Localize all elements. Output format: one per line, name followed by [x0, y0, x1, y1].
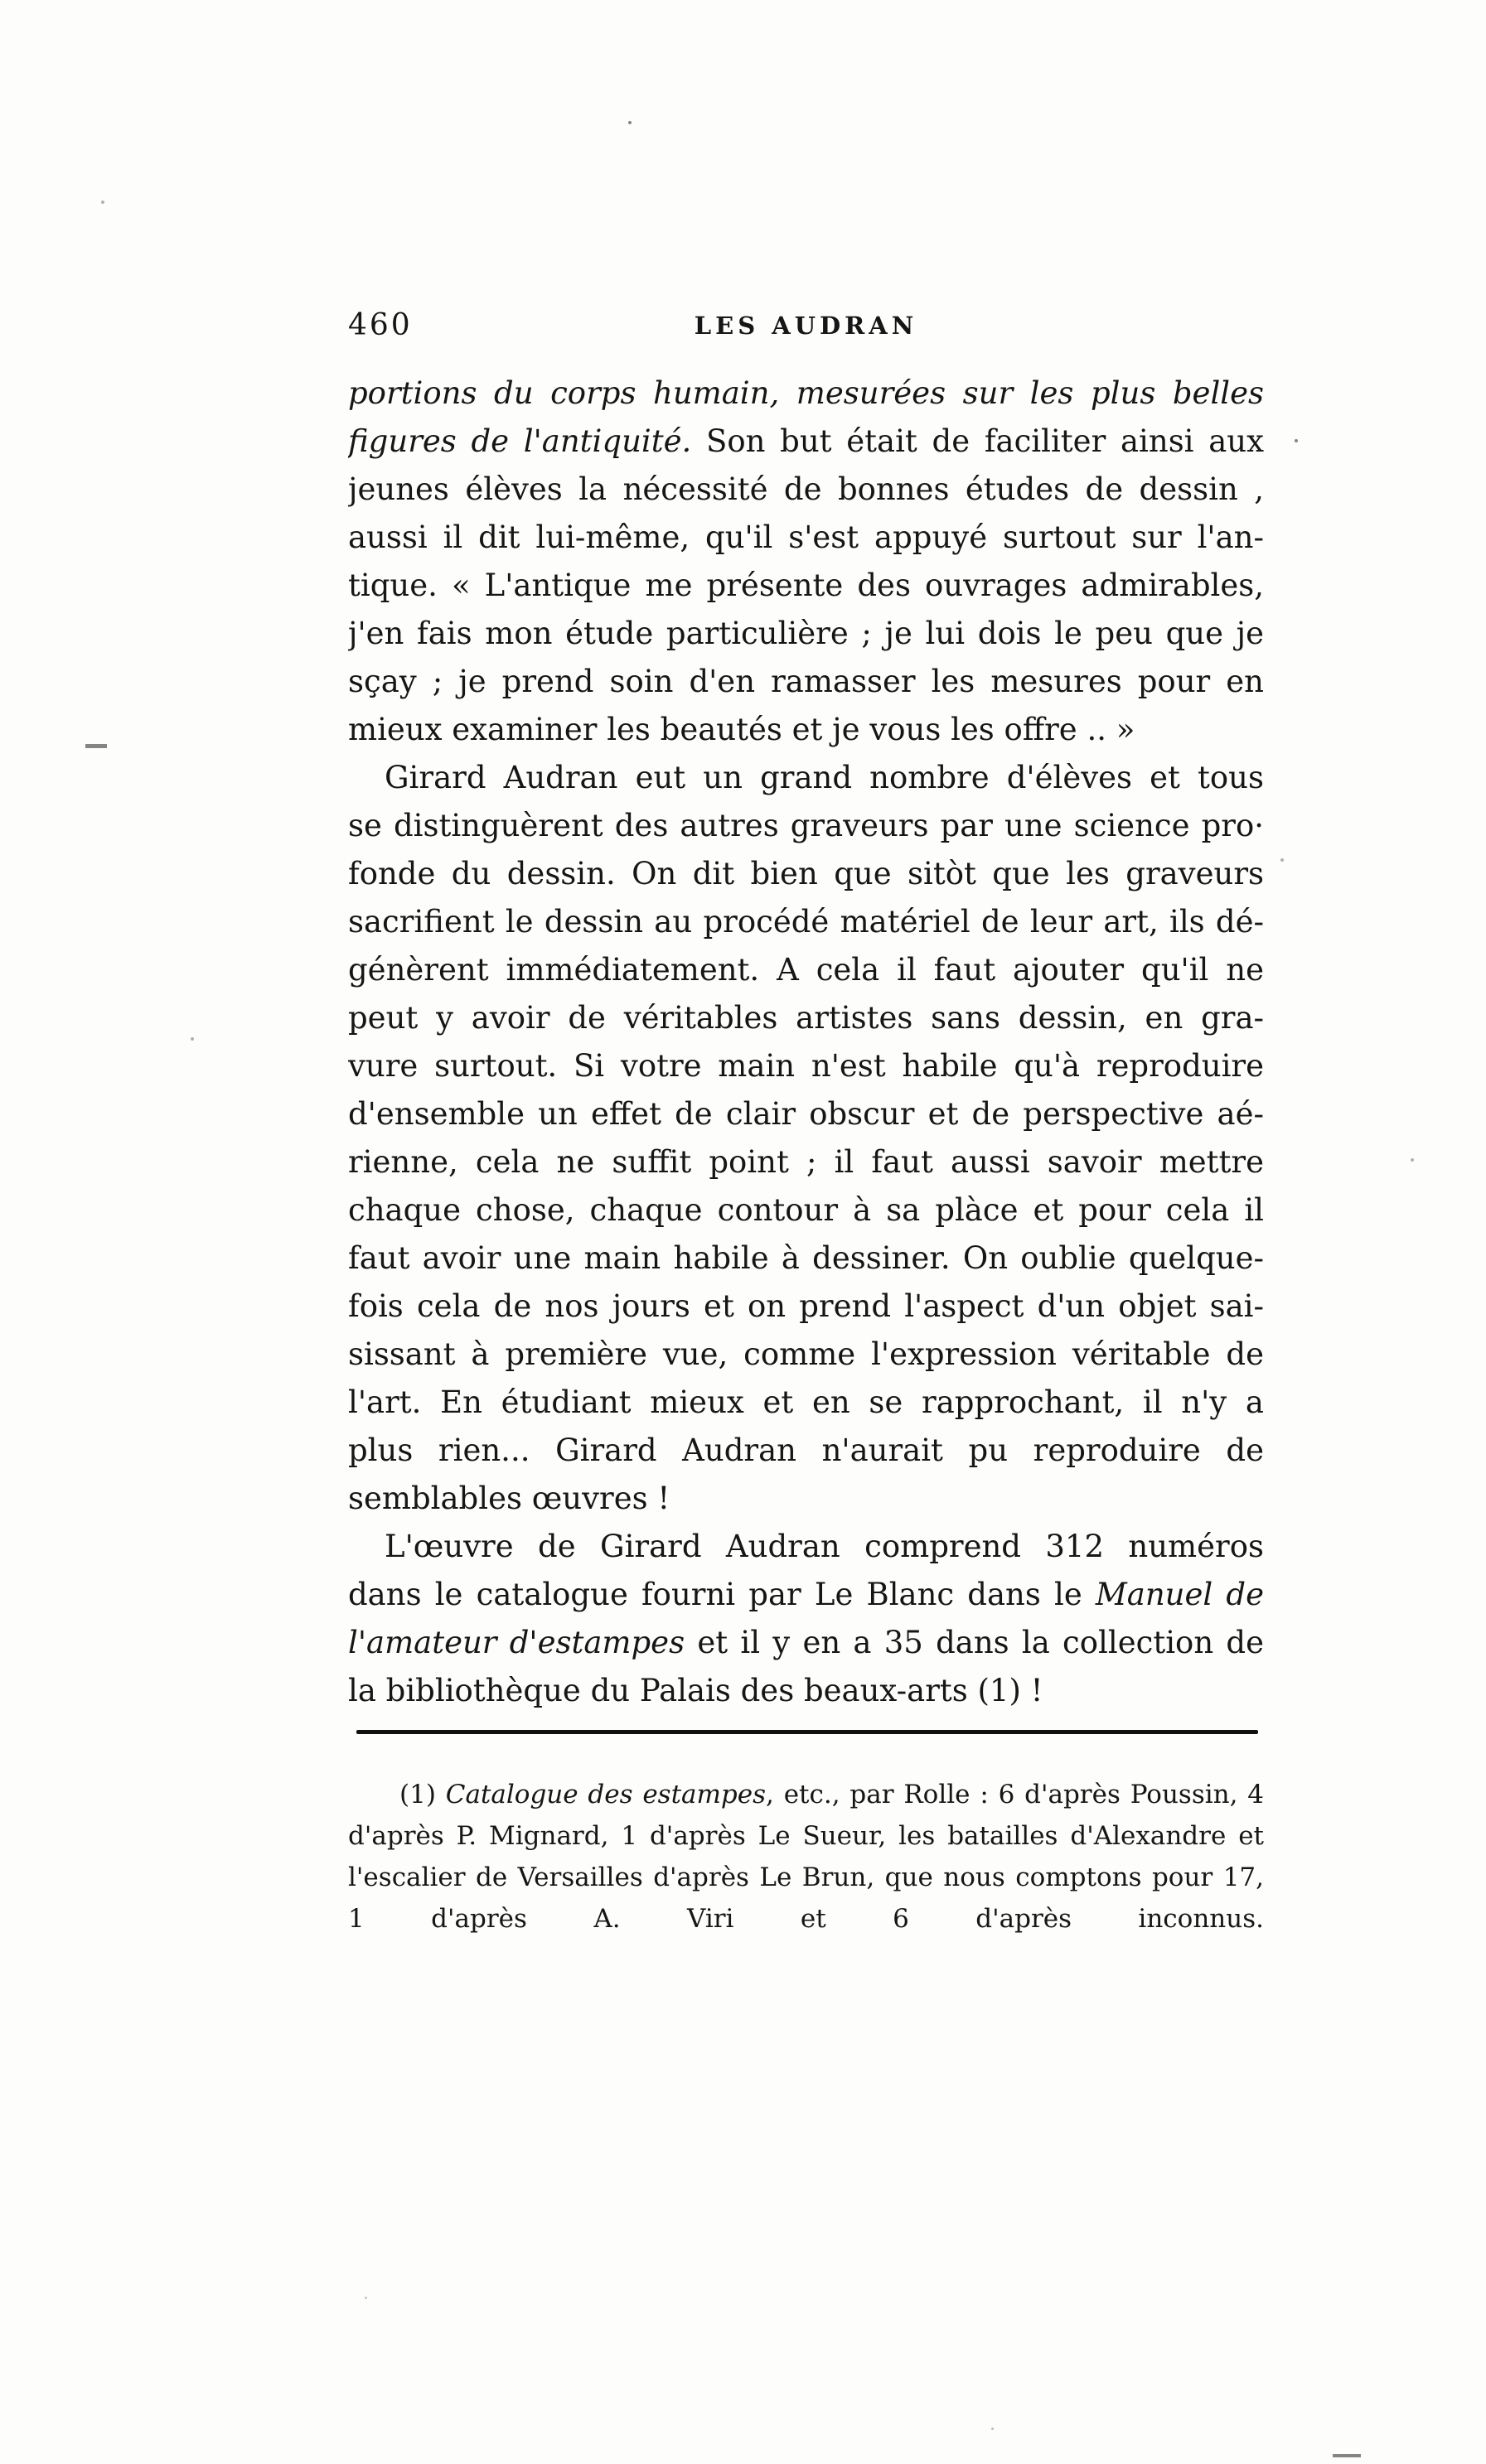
text-segment: tique. « L'antique me présente des ouvrages admirables,: [348, 568, 1264, 603]
body-line: [348, 1234, 1264, 1283]
footnote-line: [348, 1774, 1264, 1815]
page-header: [348, 308, 1264, 345]
text-segment: fonde du dessin. On dit bien que sitòt que les graveurs: [348, 856, 1264, 891]
footnote-divider: [356, 1730, 1258, 1734]
text-segment: semblables œuvres !: [348, 1481, 670, 1516]
body-line: [348, 658, 1264, 706]
text-segment: vure surtout. Si votre main n'est habile qu'à reproduire: [348, 1048, 1264, 1084]
body-line: [348, 802, 1264, 850]
italic-segment: Manuel de: [1095, 1577, 1264, 1612]
body-line: [348, 898, 1264, 946]
body-line: [348, 1186, 1264, 1234]
text-block: [348, 308, 1264, 1940]
body-line: [348, 418, 1264, 466]
text-segment: aussi il dit lui-même, qu'il s'est appuyé surtout sur l'an-: [348, 519, 1264, 555]
text-segment: la bibliothèque du Palais des beaux-arts (1) !: [348, 1673, 1043, 1708]
body-line: [348, 370, 1264, 418]
page-number: 460: [348, 308, 413, 342]
footnote-line: [348, 1815, 1264, 1857]
body-line: [348, 1667, 1264, 1715]
body-line: [348, 1090, 1264, 1138]
text-segment: se distinguèrent des autres graveurs par une science pro·: [348, 808, 1264, 843]
body-line: [348, 1138, 1264, 1186]
text-segment: peut y avoir de véritables artistes sans dessin, en gra-: [348, 1000, 1264, 1036]
italic-segment: Catalogue des estampes: [445, 1780, 767, 1809]
scan-speck: [628, 121, 632, 124]
text-segment: rienne, cela ne suffit point ; il faut aussi savoir mettre: [348, 1144, 1264, 1180]
body-line: [348, 1283, 1264, 1331]
scan-speck: [101, 201, 104, 204]
text-segment: plus rien... Girard Audran n'aurait pu reproduire de: [348, 1433, 1264, 1468]
body-line: [348, 850, 1264, 898]
scan-speck: [1280, 858, 1284, 862]
body-line: [348, 1619, 1264, 1667]
footnote-text: [348, 1774, 1264, 1940]
body-line: [348, 562, 1264, 610]
scan-speck: [191, 1037, 194, 1041]
text-segment: chaque chose, chaque contour à sa plàce et pour cela il: [348, 1192, 1264, 1228]
text-segment: mieux examiner les beautés et je vous les offre .. »: [348, 712, 1135, 747]
running-title: LES AUDRAN: [694, 312, 918, 340]
text-segment: l'escalier de Versailles d'après Le Brun, que nous comptons pour 17,: [348, 1862, 1264, 1892]
text-segment: dans le catalogue fourni par Le Blanc dans le: [348, 1577, 1096, 1612]
scan-speck: [1333, 2454, 1361, 2457]
body-line: [348, 1571, 1264, 1619]
text-segment: d'après P. Mignard, 1 d'après Le Sueur, les batailles d'Alexandre et: [348, 1821, 1264, 1851]
body-line: [348, 946, 1264, 994]
text-segment: j'en fais mon étude particulière ; je lui dois le peu que je: [348, 616, 1264, 651]
body-line: [348, 514, 1264, 562]
italic-segment: l'amateur d'estampes: [348, 1625, 685, 1660]
scan-speck: [1295, 439, 1298, 442]
text-segment: sacrifient le dessin au procédé matériel de leur art, ils dé-: [348, 904, 1264, 940]
scan-speck: [85, 744, 107, 748]
text-segment: et il y en a 35 dans la collection de: [685, 1625, 1264, 1660]
text-segment: d'ensemble un effet de clair obscur et de perspective aé-: [348, 1096, 1264, 1132]
body-text: [348, 370, 1264, 1715]
text-segment: génèrent immédiatement. A cela il faut ajouter qu'il ne: [348, 952, 1264, 988]
text-segment: jeunes élèves la nécessité de bonnes études de dessin ,: [348, 471, 1264, 507]
body-line: [348, 1475, 1264, 1523]
body-line: [348, 754, 1264, 802]
scan-speck: [1411, 1158, 1414, 1162]
body-line: [348, 1427, 1264, 1475]
body-line: [348, 994, 1264, 1042]
italic-segment: portions du corps humain, mesurées sur les plus belles: [348, 375, 1264, 411]
scan-speck: [365, 2297, 367, 2299]
body-line: [348, 1331, 1264, 1379]
footnote-line: [348, 1857, 1264, 1898]
text-segment: l'art. En étudiant mieux et en se rapprochant, il n'y a: [348, 1384, 1264, 1420]
text-segment: , etc., par Rolle : 6 d'après Poussin, 4: [766, 1780, 1264, 1809]
text-segment: L'œuvre de Girard Audran comprend 312 numéros: [385, 1529, 1264, 1564]
body-line: [348, 1042, 1264, 1090]
text-segment: 1 d'après A. Viri et 6 d'après inconnus.: [348, 1904, 1264, 1934]
scan-speck: [991, 2428, 994, 2430]
body-line: [348, 1379, 1264, 1427]
text-segment: Son but était de faciliter ainsi aux: [691, 423, 1264, 459]
text-segment: fois cela de nos jours et on prend l'aspect d'un objet sai-: [348, 1288, 1264, 1324]
italic-segment: figures de l'antiquité.: [348, 423, 692, 459]
text-segment: Girard Audran eut un grand nombre d'élèves et tous: [385, 760, 1264, 795]
text-segment: faut avoir une main habile à dessiner. On oublie quelque-: [348, 1240, 1264, 1276]
text-segment: sçay ; je prend soin d'en ramasser les mesures pour en: [348, 664, 1264, 699]
body-line: [348, 1523, 1264, 1571]
text-segment: sissant à première vue, comme l'expression véritable de: [348, 1336, 1264, 1372]
text-segment: (1): [399, 1780, 446, 1809]
body-line: [348, 610, 1264, 658]
body-line: [348, 706, 1264, 754]
body-line: [348, 466, 1264, 514]
footnote-line: [348, 1898, 1264, 1940]
